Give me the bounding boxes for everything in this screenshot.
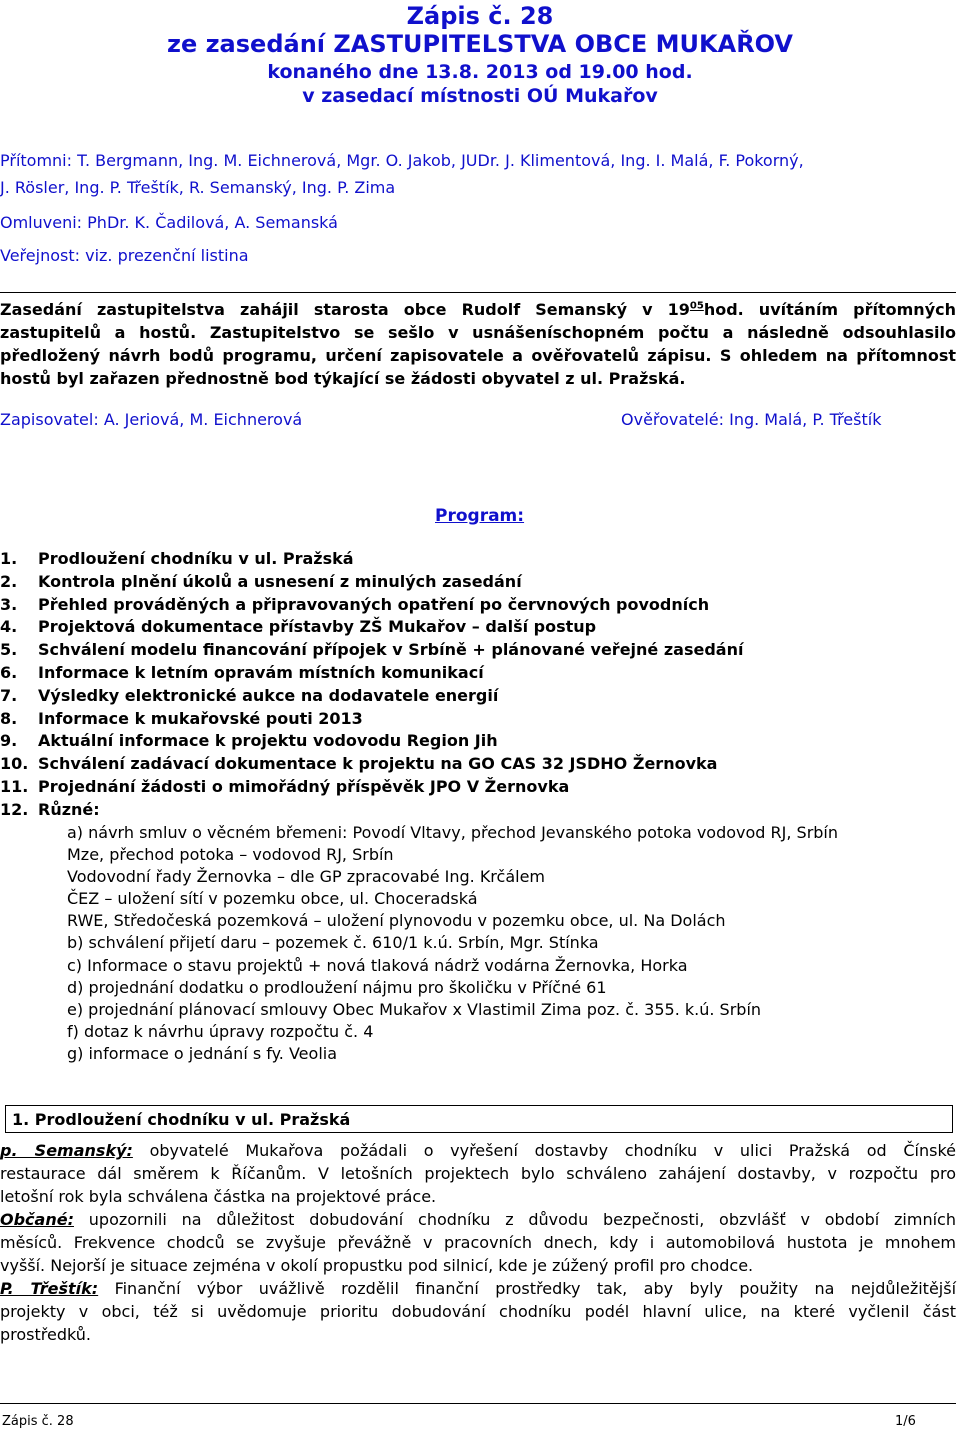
program-item-text: Informace k letním opravám místních komunikací (38, 662, 484, 682)
program-subitem: a) návrh smluv o věcném břemeni: Povodí Vltavy, přechod Jevanského potoka vodovod RJ, Srbín (67, 823, 839, 842)
program-item-text: Informace k mukařovské pouti 2013 (38, 708, 363, 728)
section-1-paragraph-2: Občané: upozornili na důležitost dobudování chodníku z důvodu bezpečnosti, obzvlášť v období zimních měsíců. Frekvence chodců se zvyšuje převážně v pracovních dnech, kdy i automobilová hustota je mnohem vyšší. Nejorší je situace zejména v okolí propustku pod silnicí, kde je zúžený profil pro chodce. (0, 1210, 956, 1275)
public-text: viz. prezenční listina (85, 246, 249, 265)
excused-label: Omluveni: (0, 213, 83, 232)
program-item-text: Aktuální informace k projektu vodovodu Region Jih (38, 731, 498, 751)
program-item (0, 730, 743, 753)
opening-line-4: hostů byl zařazen přednostně bod týkající se žádosti obyvatel z ul. Pražská. (0, 369, 686, 388)
speaker-obcane: Občané: (0, 1210, 74, 1229)
program-subitem: g) informace o jednání s fy. Veolia (67, 1043, 338, 1063)
program-heading: Program: (435, 506, 525, 526)
doc-date: konaného dne 13.8. 2013 od 19.00 hod. (267, 61, 693, 83)
speaker-trestik: P. Třeštík: (0, 1279, 99, 1298)
program-item (0, 776, 743, 799)
program-item (0, 571, 743, 594)
program-item-text: Projednání žádosti o mimořádný příspěvěk JPO V Žernovka (38, 776, 570, 796)
program-item-number: 1. (0, 549, 18, 568)
program-item-text: Kontrola plnění úkolů a usnesení z minulých zasedání (38, 571, 522, 591)
program-item (0, 616, 743, 639)
opening-paragraph (0, 298, 956, 390)
program-item-text: Přehled prováděných a připravovaných opatření po červnových povodních (38, 594, 710, 614)
program-list (0, 548, 743, 822)
present-names-2: J. Rösler, Ing. P. Třeštík, R. Semanský, Ing. P. Zima (0, 178, 396, 197)
program-item (0, 662, 743, 685)
program-subitem: c) Informace o stavu projektů + nová tlaková nádrž vodárna Žernovka, Horka (67, 955, 688, 975)
program-item-number: 5. (0, 640, 18, 660)
program-subitem: e) projednání plánovací smlouvy Obec Mukařov x Vlastimil Zima poz. č. 355. k.ú. Srbín (67, 999, 762, 1019)
section-1-heading: 1. Prodloužení chodníku v ul. Pražská (12, 1110, 351, 1129)
program-item-text: Projektová dokumentace přístavby ZŠ Mukařov – další postup (38, 617, 597, 637)
public-label: Veřejnost: (0, 246, 80, 265)
excused-line (0, 212, 338, 234)
verifier-label: Ověřovatelé: (621, 410, 724, 429)
program-subitem: f) dotaz k návrhu úpravy rozpočtu č. 4 (67, 1021, 374, 1041)
program-item (0, 548, 743, 571)
opening-line-1: Zasedání zastupitelstva zahájil starosta obce Rudolf Semanský v $19^{05}hod$. uvítáním přítomných (0, 300, 957, 319)
doc-title: Zápis č. 28 (406, 2, 554, 30)
time-superscript: 05 (689, 300, 704, 312)
program-item-number: 4. (0, 617, 18, 637)
opening-line-2: zastupitelů a hostů. Zastupitelstvo se sešlo v usnášeníschopném počtu a následně odsouhlasilo (0, 323, 956, 342)
program-subitem: Vodovodní řady Žernovka – dle GP zpracovabé Ing. Krčálem (67, 867, 546, 887)
program-subitem: Mze, přechod potoka – vodovod RJ, Srbín (67, 845, 394, 865)
program-item-text: Různé: (38, 799, 100, 819)
section-1-paragraph-3: P. Třeštík: Finanční výbor uvážlivě rozdělil finanční prostředky tak, aby byly použity na nejdůležitější projekty v obci, též si uvědomuje prioritu dobudování chodníku podél hlavní ulice, na které vyčlenil část prostředků. (0, 1279, 957, 1344)
program-item-number: 3. (0, 594, 18, 614)
writer-label: Zapisovatel: (0, 410, 99, 429)
divider-top (0, 292, 956, 293)
program-item-text: Prodloužení chodníku v ul. Pražská (38, 549, 354, 568)
doc-place: v zasedací místnosti OÚ Mukařov (302, 85, 658, 107)
program-subitem: b) schválení přijetí daru – pozemek č. 610/1 k.ú. Srbín, Mgr. Stínka (67, 933, 599, 953)
program-item-number: 12. (0, 799, 29, 819)
program-item (0, 753, 743, 776)
program-item (0, 594, 743, 617)
program-item (0, 639, 743, 662)
program-subitems (67, 822, 838, 1065)
program-subitem: RWE, Středočeská pozemková – uložení plynovodu v pozemku obce, ul. Na Dolách (67, 911, 726, 931)
program-item (0, 685, 743, 708)
speaker-semansky: p. Semanský: (0, 1141, 133, 1160)
verifier-names: Ing. Malá, P. Třeštík (729, 410, 882, 429)
program-item-number: 11. (0, 776, 29, 796)
program-item-text: Schválení zadávací dokumentace k projektu na GO CAS 32 JSDHO Žernovka (38, 754, 718, 774)
opening-line-3: předložený návrh bodů programu, určení zapisovatele a ověřovatelů zápisu. S ohledem na přítomnost (0, 346, 956, 365)
footer-divider (0, 1403, 956, 1404)
program-item-number: 2. (0, 571, 18, 591)
program-item-number: 8. (0, 708, 18, 728)
present-names-1: T. Bergmann, Ing. M. Eichnerová, Mgr. O. Jakob, JUDr. J. Klimentová, Ing. I. Malá, F. Pokorný, (77, 151, 804, 170)
verifier-line (621, 409, 881, 431)
section-1-paragraph-1: p. Semanský: obyvatelé Mukařova požádali o vyřešení dostavby chodníku v ulici Pražská od Čínské restaurace dál směrem k Říčanům. V letošních projektech bylo schváleno zahájení dostavby, v rozpočtu pro letošní rok byla schválena částka na projektové práce. (0, 1141, 956, 1206)
present-label: Přítomni: (0, 151, 73, 170)
present-line-1 (0, 150, 804, 172)
program-subitem: ČEZ – uložení sítí v pozemku obce, ul. Choceradská (67, 889, 478, 909)
program-item-number: 10. (0, 754, 29, 774)
footer-page-number: 1/6 (895, 1414, 916, 1429)
program-item (0, 799, 743, 822)
writer-names: A. Jeriová, M. Eichnerová (103, 410, 303, 429)
program-item-number: 7. (0, 685, 18, 705)
footer-left: Zápis č. 28 (2, 1414, 74, 1429)
program-item-number: 6. (0, 662, 18, 682)
writer-line (0, 409, 302, 431)
program-item-number: 9. (0, 731, 18, 751)
doc-subtitle: ze zasedání ZASTUPITELSTVA OBCE MUKAŘOV (166, 30, 793, 58)
program-item-text: Schválení modelu financování přípojek v Srbíně + plánované veřejné zasedání (38, 640, 744, 660)
excused-names: PhDr. K. Čadilová, A. Semanská (87, 213, 338, 232)
program-item (0, 708, 743, 731)
public-line (0, 245, 249, 267)
program-item-text: Výsledky elektronické aukce na dodavatele energií (38, 685, 499, 705)
program-subitem: d) projednání dodatku o prodloužení nájmu pro školičku v Příčné 61 (67, 977, 607, 997)
